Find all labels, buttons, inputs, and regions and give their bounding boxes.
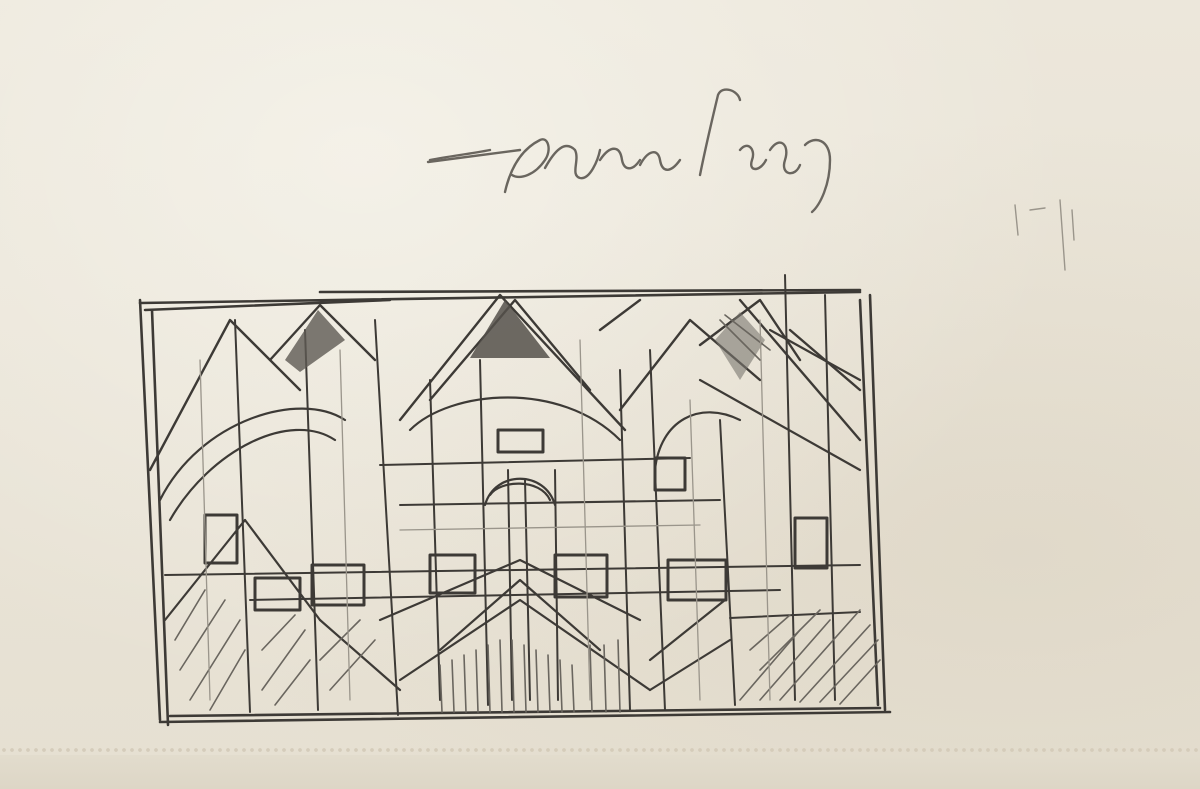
inscription-handwriting: [428, 90, 830, 212]
sketch-diagonals: [165, 330, 860, 690]
pencil-smudges: [1015, 200, 1074, 270]
sketch-hatching: [175, 315, 880, 712]
sketch-horizontals: [165, 458, 860, 618]
